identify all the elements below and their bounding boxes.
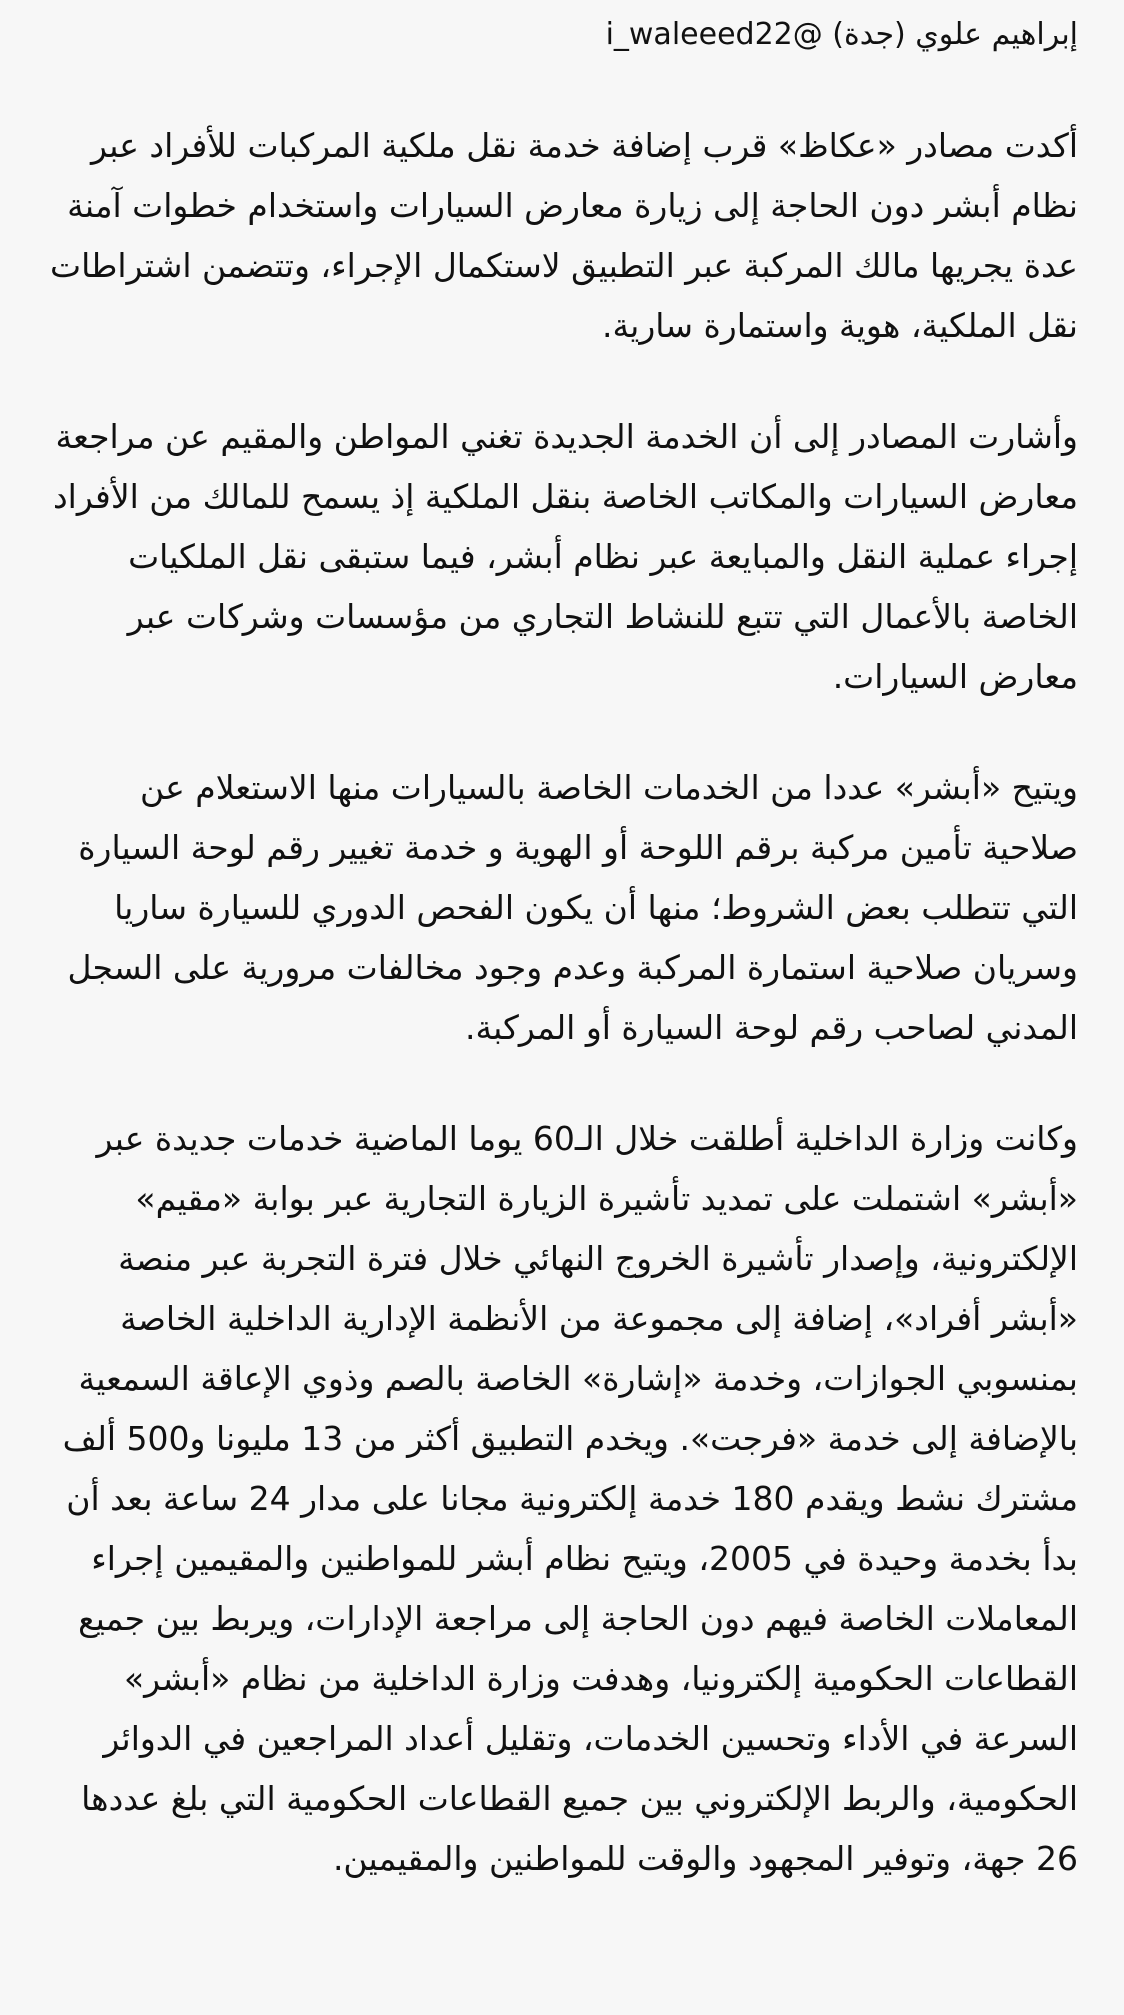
paragraph-2: وأشارت المصادر إلى أن الخدمة الجديدة تغني المواطن والمقيم عن مراجعة معارض السيارات والمكاتب الخاصة بنقل الملكية إذ يسمح للمالك من الأفراد إجراء عملية النقل والمبايعة عبر نظام أبشر، فيما ستبقى نقل الملكيات الخاصة بالأعمال التي تتبع للنشاط التجاري من مؤسسات وشركات عبر معارض السيارات. xyxy=(52,417,1078,696)
paragraph-1: أكدت مصادر «عكاظ» قرب إضافة خدمة نقل ملكية المركبات للأفراد عبر نظام أبشر دون الحاجة إلى زيارة معارض السيارات واستخدام خطوات آمنة عدة يجريها مالك المركبة عبر التطبيق لاستكمال الإجراء، وتتضمن اشتراطات نقل الملكية، هوية واستمارة سارية. xyxy=(50,126,1078,345)
paragraph-3: ويتيح «أبشر» عددا من الخدمات الخاصة بالسيارات منها الاستعلام عن صلاحية تأمين مركبة برقم اللوحة أو الهوية و خدمة تغيير رقم لوحة السيارة التي تتطلب بعض الشروط؛ منها أن يكون الفحص الدوري للسيارة ساريا وسريان صلاحية استمارة المركبة وعدم وجود مخالفات مرورية على السجل المدني لصاحب رقم لوحة السيارة أو المركبة. xyxy=(67,768,1078,1047)
paragraph-4: وكانت وزارة الداخلية أطلقت خلال الـ60 يوما الماضية خدمات جديدة عبر «أبشر» اشتملت على تمديد تأشيرة الزيارة التجارية عبر بوابة «مقيم» الإلكترونية، وإصدار تأشيرة الخروج النهائي خلال فترة التجربة عبر منصة «أبشر أفراد»، إضافة إلى مجموعة من الأنظمة الإدارية الداخلية الخاصة بمنسوبي الجوازات، وخدمة «إشارة» الخاصة بالصم وذوي الإعاقة السمعية بالإضافة إلى خدمة «فرجت». ويخدم التطبيق أكثر من 13 مليونا و500 ألف مشترك نشط ويقدم 180 خدمة إلكترونية مجانا على مدار 24 ساعة بعد أن بدأ بخدمة وحيدة في 2005، ويتيح نظام أبشر للمواطنين والمقيمين إجراء المعاملات الخاصة فيهم دون الحاجة إلى مراجعة الإدارات، ويربط بين جميع القطاعات الحكومية إلكترونيا، وهدفت وزارة الداخلية من نظام «أبشر» السرعة في الأداء وتحسين الخدمات، وتقليل أعداد المراجعين في الدوائر الحكومية، والربط الإلكتروني بين جميع القطاعات الحكومية التي بلغ عددها 26 جهة، وتوفير المجهود والوقت للمواطنين والمقيمين. xyxy=(62,1119,1078,1878)
byline: إبراهيم علوي (جدة) @i_waleeed22 xyxy=(605,17,1078,52)
